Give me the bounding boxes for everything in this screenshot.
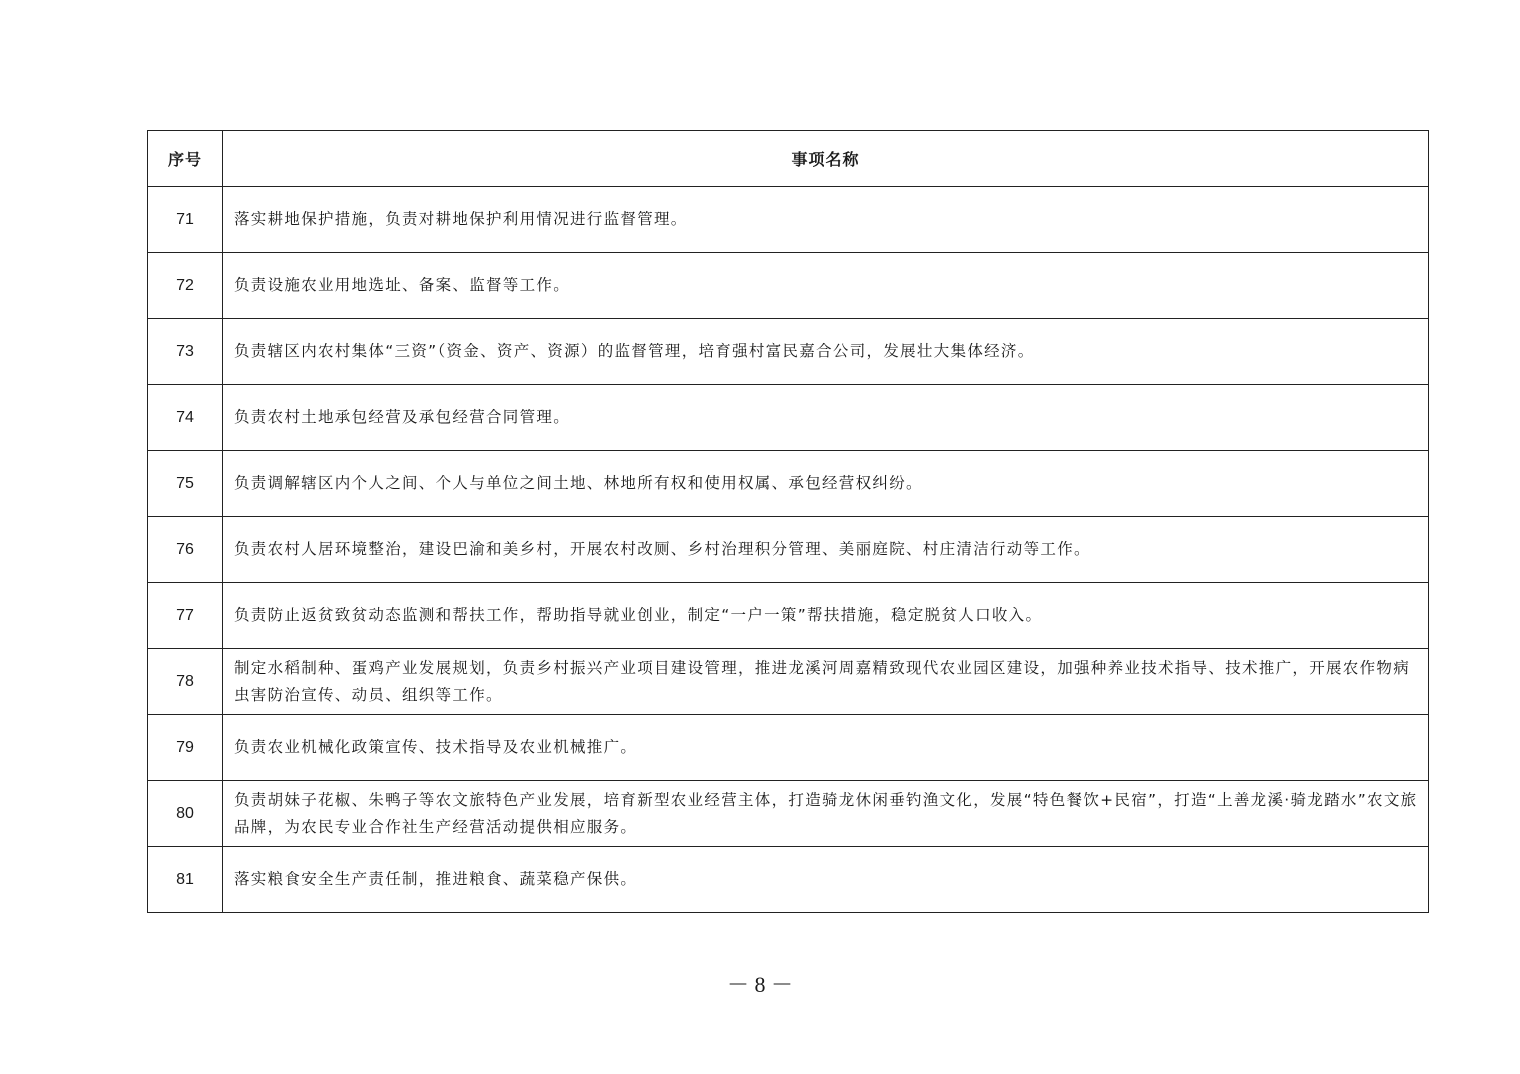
row-item-name: 落实耕地保护措施，负责对耕地保护利用情况进行监督管理。	[223, 187, 1429, 253]
row-item-name: 负责胡妹子花椒、朱鸭子等农文旅特色产业发展，培育新型农业经营主体，打造骑龙休闲垂钓渔文化，发展“特色餐饮+民宿”，打造“上善龙溪·骑龙踏水”农文旅品牌，为农民专业合作社生产经营活动提供相应服务。	[223, 781, 1429, 847]
table-row	[148, 517, 1429, 583]
table-row	[148, 451, 1429, 517]
row-number: 75	[148, 451, 223, 517]
table-row	[148, 649, 1429, 715]
row-number: 73	[148, 319, 223, 385]
row-number: 74	[148, 385, 223, 451]
table-row	[148, 385, 1429, 451]
row-item-name: 制定水稻制种、蛋鸡产业发展规划，负责乡村振兴产业项目建设管理，推进龙溪河周嘉精致现代农业园区建设，加强种养业技术指导、技术推广，开展农作物病虫害防治宣传、动员、组织等工作。	[223, 649, 1429, 715]
row-number: 81	[148, 847, 223, 913]
table-row	[148, 319, 1429, 385]
table-body	[148, 187, 1429, 913]
row-item-name: 负责辖区内农村集体“三资”（资金、资产、资源）的监督管理，培育强村富民嘉合公司，发展壮大集体经济。	[223, 319, 1429, 385]
row-number: 76	[148, 517, 223, 583]
table-row	[148, 253, 1429, 319]
row-number: 71	[148, 187, 223, 253]
table-row	[148, 847, 1429, 913]
row-item-name: 负责农村土地承包经营及承包经营合同管理。	[223, 385, 1429, 451]
row-item-name: 落实粮食安全生产责任制，推进粮食、蔬菜稳产保供。	[223, 847, 1429, 913]
table-row	[148, 781, 1429, 847]
header-number: 序号	[148, 131, 223, 187]
row-number: 72	[148, 253, 223, 319]
table-row	[148, 583, 1429, 649]
page-number: － 8 －	[726, 972, 793, 997]
items-table	[147, 130, 1429, 913]
row-item-name: 负责调解辖区内个人之间、个人与单位之间土地、林地所有权和使用权属、承包经营权纠纷。	[223, 451, 1429, 517]
row-item-name: 负责防止返贫致贫动态监测和帮扶工作，帮助指导就业创业，制定“一户一策”帮扶措施，稳定脱贫人口收入。	[223, 583, 1429, 649]
row-number: 77	[148, 583, 223, 649]
row-item-name: 负责农业机械化政策宣传、技术指导及农业机械推广。	[223, 715, 1429, 781]
table-row	[148, 715, 1429, 781]
table-header	[148, 131, 1429, 187]
table-row	[148, 187, 1429, 253]
row-number: 78	[148, 649, 223, 715]
row-number: 80	[148, 781, 223, 847]
row-item-name: 负责农村人居环境整治，建设巴渝和美乡村，开展农村改厕、乡村治理积分管理、美丽庭院、村庄清洁行动等工作。	[223, 517, 1429, 583]
row-item-name: 负责设施农业用地选址、备案、监督等工作。	[223, 253, 1429, 319]
table-header-row	[148, 131, 1429, 187]
row-number: 79	[148, 715, 223, 781]
header-item-name: 事项名称	[223, 131, 1429, 187]
